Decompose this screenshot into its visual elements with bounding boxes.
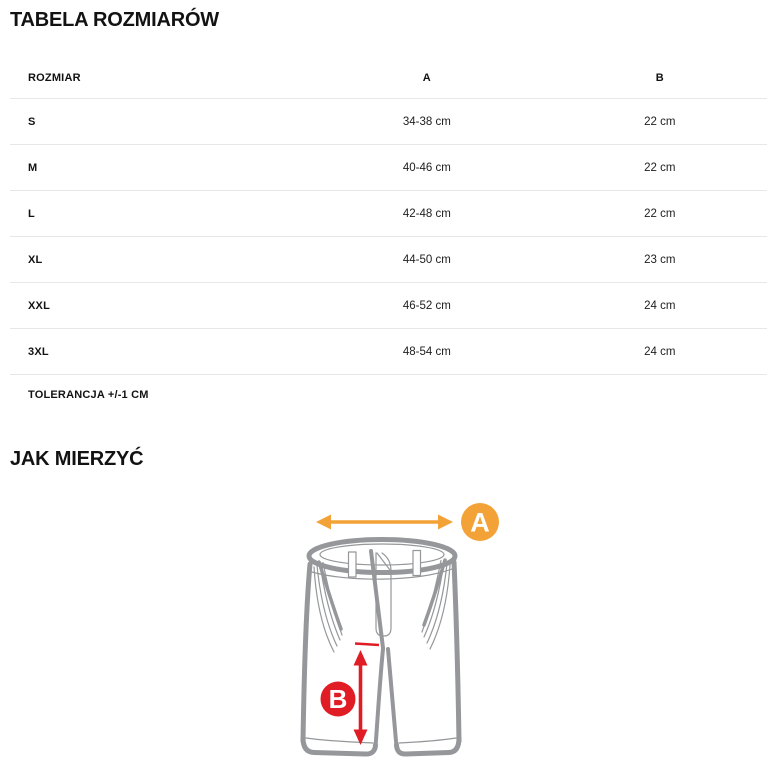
a-value-cell: 46-52 cm	[301, 283, 552, 329]
a-value-cell: 48-54 cm	[301, 329, 552, 375]
column-header-b: B	[553, 57, 767, 99]
size-cell: L	[10, 191, 301, 237]
column-header-rozmiar: ROZMIAR	[10, 57, 301, 99]
table-row	[10, 145, 767, 191]
size-cell: XL	[10, 237, 301, 283]
measure-b-label: B	[328, 684, 348, 714]
measure-diagram	[0, 489, 767, 779]
b-value-cell: 22 cm	[553, 145, 767, 191]
table-row	[10, 191, 767, 237]
a-value-cell: 42-48 cm	[301, 191, 552, 237]
tolerance-note: TOLERANCJA +/-1 CM	[28, 389, 149, 401]
size-table	[10, 57, 767, 375]
a-value-cell: 44-50 cm	[301, 237, 552, 283]
a-value-cell: 34-38 cm	[301, 99, 552, 145]
b-value-cell: 22 cm	[553, 99, 767, 145]
measure-b-badge	[321, 682, 356, 717]
how-to-measure-title: JAK MIERZYĆ	[10, 448, 144, 470]
size-table-header-row	[10, 57, 767, 99]
size-table-title: TABELA ROZMIARÓW	[10, 9, 219, 31]
table-row	[10, 99, 767, 145]
width-arrow-icon	[316, 515, 453, 530]
table-row	[10, 283, 767, 329]
table-row	[10, 329, 767, 375]
size-cell: M	[10, 145, 301, 191]
size-cell: S	[10, 99, 301, 145]
column-header-a: A	[301, 57, 552, 99]
b-value-cell: 23 cm	[553, 237, 767, 283]
measure-a-badge	[461, 503, 499, 541]
b-value-cell: 24 cm	[553, 283, 767, 329]
a-value-cell: 40-46 cm	[301, 145, 552, 191]
b-value-cell: 22 cm	[553, 191, 767, 237]
size-cell: 3XL	[10, 329, 301, 375]
shorts-icon	[303, 540, 459, 755]
table-row	[10, 237, 767, 283]
measure-a-label: A	[470, 507, 490, 538]
size-cell: XXL	[10, 283, 301, 329]
b-value-cell: 24 cm	[553, 329, 767, 375]
